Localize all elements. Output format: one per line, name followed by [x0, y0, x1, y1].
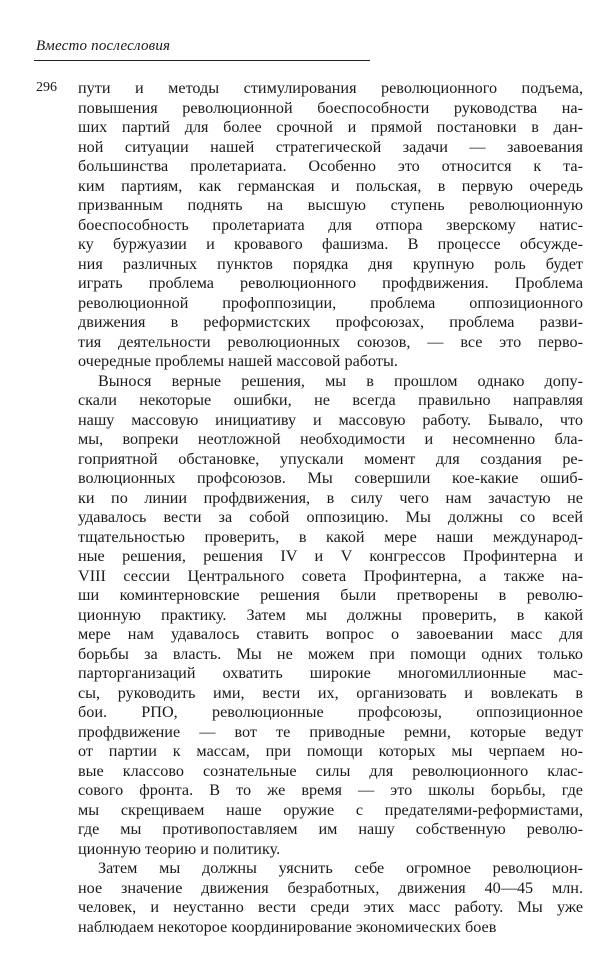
text-line: ших партий для более срочной и прямой постановки в дан- — [78, 118, 583, 136]
text-line: ши коминтерновские решения были претворены в револю- — [78, 586, 583, 604]
text-line: мы, вопреки неотложной необходимости и несомненно бла- — [78, 430, 583, 448]
text-line: ку буржуазии и кровавого фашизма. В процессе обсужде- — [78, 235, 583, 253]
text-line: профдвижение — вот те приводные ремни, которые ведут — [78, 722, 583, 741]
text-line: наблюдаем некоторое координирование экономических боев — [78, 917, 497, 936]
text-line: тщательностью проверить, в какой мере наши международ- — [78, 527, 583, 546]
text-line: удавалось вести за собой оппозицию. Мы должны со всей — [78, 508, 583, 526]
text-line: сового фронта. В то же время — это школы борьбы, где — [78, 781, 583, 799]
text-line: повышения революционной боеспособности руководства на- — [78, 98, 583, 117]
text-line: ки по линии профдвижения, в силу чего нам зачастую не — [78, 488, 583, 507]
text-line: революционной профоппозиции, проблема оппозиционного — [78, 293, 583, 312]
text-line: тия деятельности революционных союзов, — все это перво- — [78, 332, 583, 351]
text-line: большинства пролетариата. Особенно это относится к та- — [78, 157, 583, 175]
text-line: призванным поднять на высшую ступень революционную — [78, 196, 583, 214]
text-line: играть проблема революционного профдвижения. Проблема — [78, 274, 583, 292]
text-line: ким партиям, как германская и польская, в первую очередь — [78, 176, 583, 195]
text-line: сы, руководить ими, вести их, организовать и вовлекать в — [78, 683, 583, 702]
text-line: VIII сессии Центрального совета Профинтерна, а также на- — [78, 566, 583, 585]
text-line: скали некоторые ошибки, не всегда правильно направляя — [78, 391, 583, 409]
text-line: ное значение движения безработных, движения 40—45 млн. — [78, 878, 583, 897]
text-line: вые классово сознательные силы для революционного клас- — [78, 761, 583, 780]
page-number: 296 — [36, 80, 57, 95]
header-divider — [34, 60, 370, 61]
text-line: борьбы за власть. Мы не можем при помощи одних только — [78, 644, 583, 663]
text-line: Затем мы должны уяснить себе огромное революцион- — [98, 859, 583, 877]
text-line: волюционных профсоюзов. Мы совершили кое-какие ошиб- — [78, 469, 583, 487]
running-head-title: Вместо послесловия — [36, 38, 171, 54]
paragraph — [78, 372, 583, 860]
text-line: ные решения, решения IV и V конгрессов Профинтерна и — [78, 547, 583, 565]
text-body — [78, 79, 583, 937]
text-line: мы скрещиваем наше оружие с предателями-реформистами, — [78, 800, 583, 819]
text-line: движения в реформистских профсоюзах, проблема разви- — [78, 313, 583, 331]
text-line: нашу массовую инициативу и массовую работу. Бывало, что — [78, 410, 583, 429]
text-line: очередные проблемы нашей массовой работы. — [78, 352, 398, 370]
text-line: человек, и неустанно вести среди этих масс работу. Мы уже — [78, 898, 583, 916]
text-line: Вынося верные решения, мы в прошлом однако допу- — [98, 371, 583, 390]
text-line: от партии к массам, при помощи которых мы черпаем но- — [78, 742, 583, 760]
text-line: парторганизаций охватить широкие многомиллионные мас- — [78, 664, 583, 682]
text-line: ной ситуации нашей стратегической задачи — завоевания — [78, 137, 583, 156]
paragraph — [78, 859, 583, 937]
text-line: мере нам удавалось ставить вопрос о завоевании масс для — [78, 625, 583, 643]
text-line: ционную теорию и политику. — [78, 839, 281, 858]
text-line: ния различных пунктов порядка дня крупную роль будет — [78, 254, 583, 273]
paragraph — [78, 79, 583, 372]
text-line: ционную практику. Затем мы должны проверить, в какой — [78, 605, 583, 624]
text-line: пути и методы стимулирования революционного подъема, — [78, 79, 583, 97]
text-line: где мы противопоставляем им нашу собственную револю- — [78, 820, 583, 838]
text-line: боеспособность пролетариата для отпора зверскому натис- — [78, 215, 583, 234]
text-line: бои. РПО, революционные профсоюзы, оппозиционное — [78, 703, 583, 721]
text-line: гоприятной обстановке, упускали момент для создания ре- — [78, 449, 583, 468]
